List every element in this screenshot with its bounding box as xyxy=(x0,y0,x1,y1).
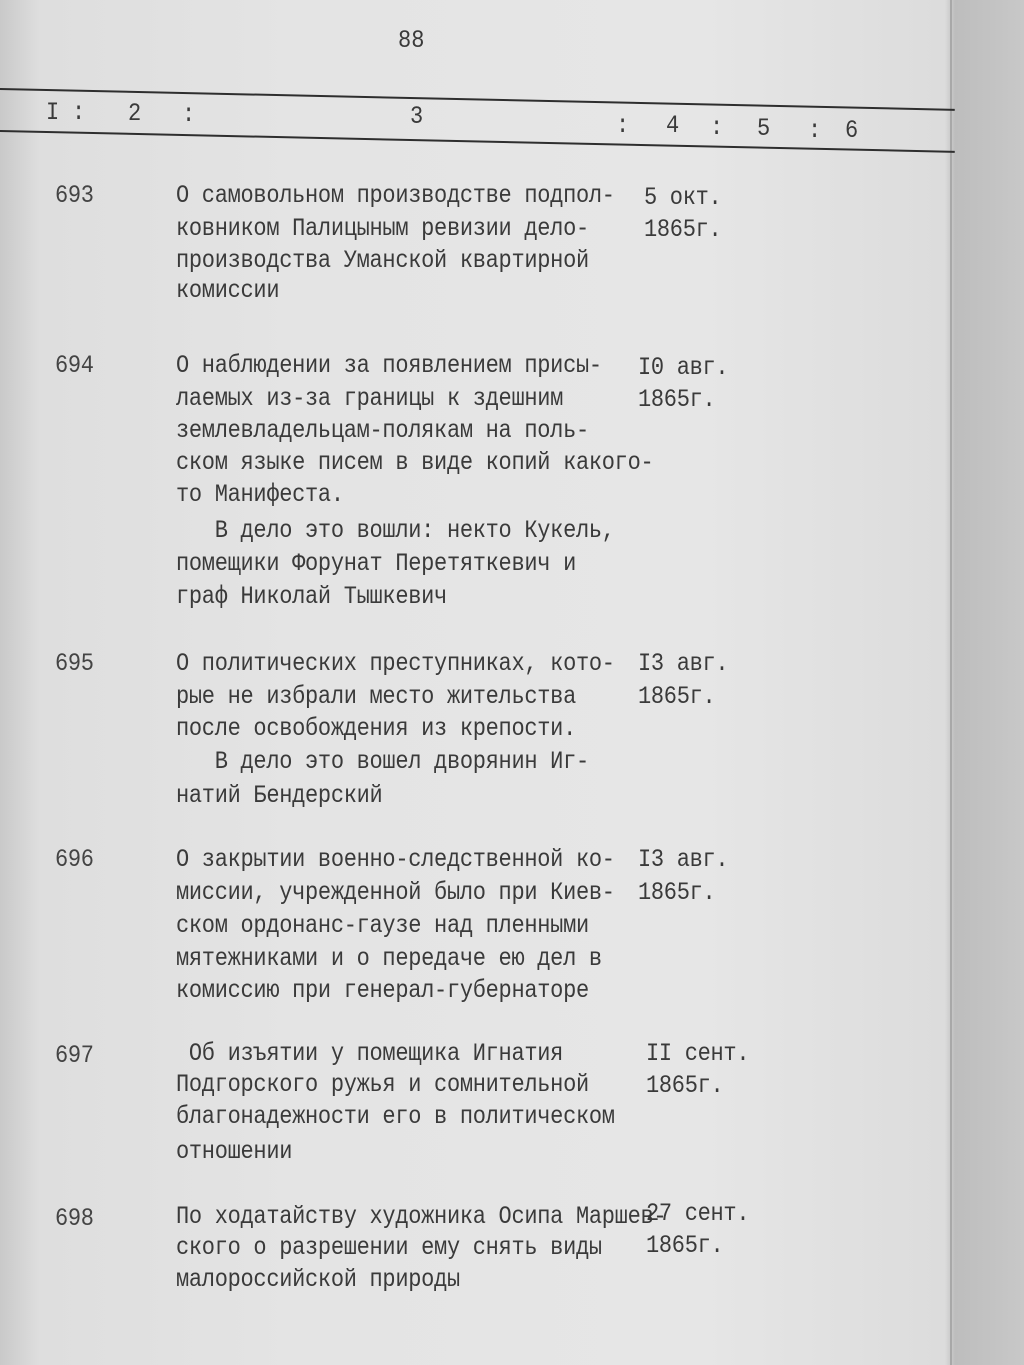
entry-description-line: производства Уманской квартирной xyxy=(176,247,589,275)
entry-description-line: ском языке писем в виде копий какого- xyxy=(176,449,654,477)
column-header-1: I xyxy=(46,98,60,127)
entry-description-line: В дело это вошли: некто Кукель, xyxy=(176,517,615,545)
entry-date: 1865г. xyxy=(646,1072,724,1100)
entry-date: I3 авг. xyxy=(638,846,729,874)
header-top-rule xyxy=(0,88,955,111)
entry-description-line: миссии, учрежденной было при Киев- xyxy=(176,879,615,907)
entry-number: 698 xyxy=(55,1205,94,1233)
entry-date: 1865г. xyxy=(638,386,716,414)
column-separator: : xyxy=(808,116,822,145)
entry-description-line: В дело это вошел дворянин Иг- xyxy=(176,748,589,776)
entry-description-line: О наблюдении за появлением присы- xyxy=(176,352,602,380)
entry-description-line: О самовольном производстве подпол- xyxy=(176,182,615,210)
page-edge xyxy=(950,0,952,1365)
entry-number: 693 xyxy=(55,182,94,210)
entry-description-line: то Манифеста. xyxy=(176,481,344,509)
column-separator: : xyxy=(710,113,724,142)
entry-number: 695 xyxy=(55,650,94,678)
column-separator: : xyxy=(182,100,196,129)
entry-description-line: По ходатайству художника Осипа Маршев- xyxy=(176,1203,667,1231)
entry-date: 27 сент. xyxy=(646,1200,750,1228)
column-separator: : xyxy=(616,111,630,140)
entry-date: 1865г. xyxy=(638,683,716,711)
entry-description-line: граф Николай Тышкевич xyxy=(176,583,447,611)
entry-description-line: отношении xyxy=(176,1138,293,1166)
entry-description-line: помещики Форунат Перетяткевич и xyxy=(176,550,576,578)
column-header-2: 2 xyxy=(128,99,142,128)
entry-description-line: малороссийской природы xyxy=(176,1266,460,1294)
entry-description-line: ском ордонанс-гаузе над пленными xyxy=(176,912,589,940)
entry-date: 1865г. xyxy=(638,879,716,907)
entry-date: 1865г. xyxy=(646,1232,724,1260)
entry-description-line: О политических преступниках, кото- xyxy=(176,650,615,678)
entry-description-line: ского о разрешении ему снять виды xyxy=(176,1234,602,1262)
entry-description-line: О закрытии военно-следственной ко- xyxy=(176,846,615,874)
column-header-5: 5 xyxy=(757,114,771,143)
column-separator: : xyxy=(72,98,86,127)
entry-description-line: рые не избрали место жительства xyxy=(176,683,576,711)
entry-date: 1865г. xyxy=(644,216,722,244)
entry-description-line: благонадежности его в политическом xyxy=(176,1103,615,1131)
column-header-6: 6 xyxy=(845,116,859,145)
entry-number: 696 xyxy=(55,846,94,874)
entry-description-line: землевладельцам-полякам на поль- xyxy=(176,417,589,445)
entry-description-line: лаемых из-за границы к здешним xyxy=(176,385,564,413)
entry-date: II сент. xyxy=(646,1040,750,1068)
entry-description-line: Об изъятии у помещика Игнатия xyxy=(176,1040,564,1068)
entry-description-line: мятежниками и о передаче ею дел в xyxy=(176,945,602,973)
entry-description-line: натий Бендерский xyxy=(176,782,383,810)
entry-number: 697 xyxy=(55,1042,94,1070)
entry-date: I3 авг. xyxy=(638,650,729,678)
entry-description-line: после освобождения из крепости. xyxy=(176,715,576,743)
entry-date: I0 авг. xyxy=(638,354,729,382)
entry-description-line: ковником Палицыным ревизии дело- xyxy=(176,215,589,243)
column-header-4: 4 xyxy=(666,111,680,140)
entry-description-line: Подгорского ружья и сомнительной xyxy=(176,1071,589,1099)
page-number: 88 xyxy=(398,26,425,55)
entry-date: 5 окт. xyxy=(644,184,722,212)
entry-description-line: комиссии xyxy=(176,277,280,305)
entry-number: 694 xyxy=(55,352,94,380)
column-header-3: 3 xyxy=(410,102,424,131)
entry-description-line: комиссию при генерал-губернаторе xyxy=(176,977,589,1005)
